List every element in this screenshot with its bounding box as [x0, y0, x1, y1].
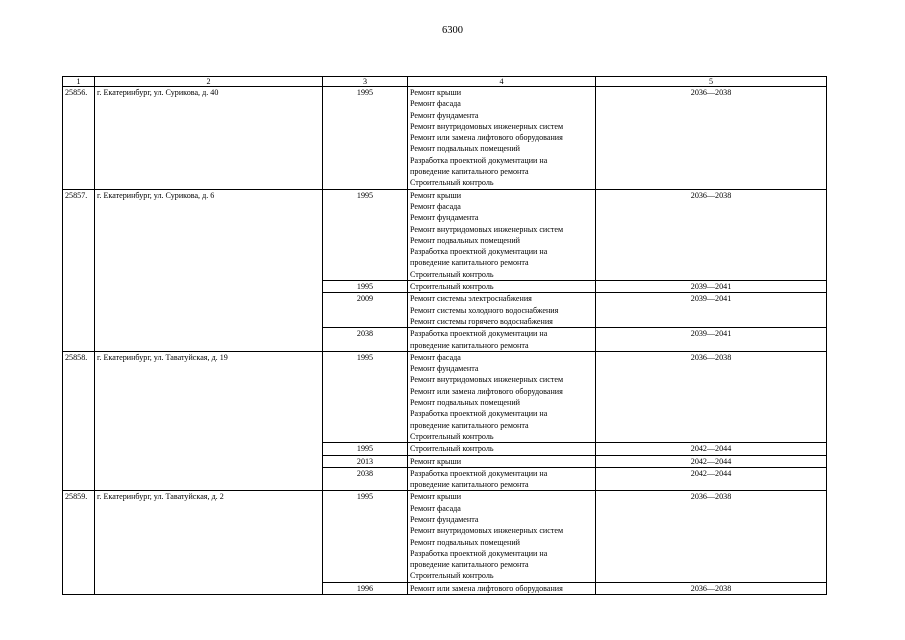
- work-item: Ремонт фасада: [410, 201, 461, 211]
- record-number: 25856.: [63, 87, 95, 190]
- year-cell: 1995: [323, 491, 408, 582]
- works-cell: [408, 455, 596, 467]
- work-item: Ремонт внутридомовых инженерных систем: [410, 121, 564, 131]
- work-item: Ремонт внутридомовых инженерных систем: [410, 526, 564, 536]
- address-cell: г. Екатеринбург, ул. Сурикова, д. 6: [95, 189, 323, 351]
- work-item: Ремонт фасада: [410, 99, 461, 109]
- column-number: 3: [323, 77, 408, 87]
- work-item: проведение капитального ремонта: [410, 420, 529, 430]
- works-cell: [408, 467, 596, 491]
- works-cell: [408, 87, 596, 190]
- work-item: Строительный контроль: [410, 571, 494, 581]
- year-cell: 1995: [323, 87, 408, 190]
- works-cell: [408, 293, 596, 328]
- work-item: проведение капитального ремонта: [410, 258, 529, 268]
- work-item: Ремонт фундамента: [410, 110, 479, 120]
- work-item: Разработка проектной документации на: [410, 247, 548, 257]
- year-cell: 1995: [323, 351, 408, 442]
- register-body: [63, 77, 827, 595]
- work-item: Строительный контроль: [410, 431, 494, 441]
- work-item: проведение капитального ремонта: [410, 480, 529, 490]
- work-item: Ремонт внутридомовых инженерных систем: [410, 224, 564, 234]
- year-cell: 2038: [323, 467, 408, 491]
- work-item: Ремонт внутридомовых инженерных систем: [410, 375, 564, 385]
- table-row: [63, 491, 827, 582]
- work-item: Ремонт крыши: [410, 456, 462, 466]
- period-cell: 2042—2044: [596, 467, 827, 491]
- work-item: Разработка проектной документации на: [410, 548, 548, 558]
- record-number: 25859.: [63, 491, 95, 595]
- work-item: Разработка проектной документации на: [410, 468, 548, 478]
- year-cell: 2038: [323, 328, 408, 352]
- year-cell: 1996: [323, 582, 408, 594]
- work-item: проведение капитального ремонта: [410, 560, 529, 570]
- period-cell: 2039—2041: [596, 328, 827, 352]
- column-number: 5: [596, 77, 827, 87]
- work-item: Ремонт фундамента: [410, 514, 479, 524]
- work-item: Ремонт крыши: [410, 88, 462, 97]
- column-number-row: [63, 77, 827, 87]
- address-cell: г. Екатеринбург, ул. Таватуйская, д. 19: [95, 351, 323, 491]
- table-row: [63, 189, 827, 280]
- work-item: Ремонт или замена лифтового оборудования: [410, 386, 563, 396]
- work-item: Ремонт системы электроснабжения: [410, 294, 532, 304]
- work-item: Ремонт фундамента: [410, 364, 479, 374]
- year-cell: 1995: [323, 281, 408, 293]
- record-number: 25858.: [63, 351, 95, 491]
- column-number: 2: [95, 77, 323, 87]
- works-cell: [408, 281, 596, 293]
- work-item: Ремонт подвальных помещений: [410, 537, 521, 547]
- year-cell: 2009: [323, 293, 408, 328]
- work-item: Ремонт крыши: [410, 492, 462, 502]
- column-number: 4: [408, 77, 596, 87]
- work-item: Ремонт или замена лифтового оборудования: [410, 583, 563, 593]
- period-cell: 2036—2038: [596, 189, 827, 280]
- address-cell: г. Екатеринбург, ул. Таватуйская, д. 2: [95, 491, 323, 595]
- table-row: [63, 87, 827, 190]
- work-item: проведение капитального ремонта: [410, 340, 529, 350]
- table-row: [63, 351, 827, 442]
- work-item: Ремонт системы холодного водоснабжения: [410, 305, 559, 315]
- work-item: Ремонт фасада: [410, 503, 461, 513]
- work-item: Разработка проектной документации на: [410, 329, 548, 339]
- period-cell: 2036—2038: [596, 582, 827, 594]
- page-number: 6300: [442, 25, 463, 36]
- year-cell: 2013: [323, 455, 408, 467]
- work-item: Строительный контроль: [410, 178, 494, 188]
- work-item: Ремонт системы горячего водоснабжения: [410, 316, 553, 326]
- work-item: Строительный контроль: [410, 282, 494, 292]
- period-cell: 2042—2044: [596, 443, 827, 455]
- work-item: Разработка проектной документации на: [410, 155, 548, 165]
- works-cell: [408, 582, 596, 594]
- year-cell: 1995: [323, 189, 408, 280]
- works-cell: [408, 443, 596, 455]
- record-number: 25857.: [63, 189, 95, 351]
- period-cell: 2036—2038: [596, 491, 827, 582]
- work-item: Строительный контроль: [410, 444, 494, 454]
- works-cell: [408, 351, 596, 442]
- works-cell: [408, 491, 596, 582]
- period-cell: 2039—2041: [596, 293, 827, 328]
- work-item: проведение капитального ремонта: [410, 167, 529, 177]
- period-cell: 2036—2038: [596, 351, 827, 442]
- period-cell: 2036—2038: [596, 87, 827, 190]
- work-item: Ремонт подвальных помещений: [410, 235, 521, 245]
- work-item: Ремонт фундамента: [410, 213, 479, 223]
- period-cell: 2039—2041: [596, 281, 827, 293]
- year-cell: 1995: [323, 443, 408, 455]
- work-item: Разработка проектной документации на: [410, 409, 548, 419]
- works-cell: [408, 189, 596, 280]
- works-cell: [408, 328, 596, 352]
- work-item: Ремонт фасада: [410, 352, 461, 362]
- address-cell: г. Екатеринбург, ул. Сурикова, д. 40: [95, 87, 323, 190]
- work-item: Ремонт подвальных помещений: [410, 144, 521, 154]
- column-number: 1: [63, 77, 95, 87]
- work-item: Ремонт подвальных помещений: [410, 398, 521, 408]
- work-item: Ремонт или замена лифтового оборудования: [410, 133, 563, 143]
- work-item: Ремонт крыши: [410, 190, 462, 200]
- work-item: Строительный контроль: [410, 269, 494, 279]
- repair-register-table: [62, 76, 827, 595]
- period-cell: 2042—2044: [596, 455, 827, 467]
